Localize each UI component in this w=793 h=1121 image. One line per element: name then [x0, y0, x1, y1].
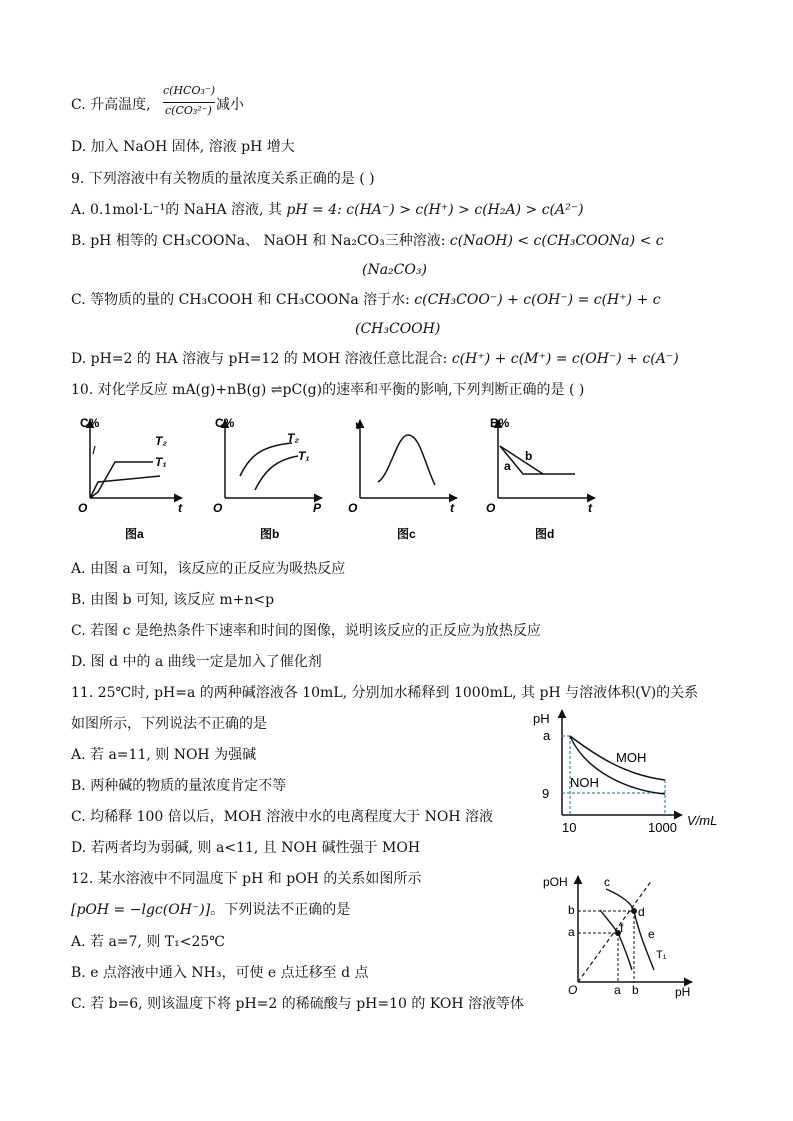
- q9-option-c-formula: c(CH₃COO⁻) + c(OH⁻) = c(H⁺) + c: [414, 292, 661, 308]
- q12-stem-line1: 12. 某水溶液中不同温度下 pH 和 pOH 的关系如图所示: [71, 871, 422, 887]
- q9-option-a: [71, 200, 584, 220]
- q10-stem: 10. 对化学反应 mA(g)+nB(g) ⇌pC(g)的速率和平衡的影响,下列判断正确的是 ( ): [71, 382, 585, 398]
- xlabel: P: [313, 501, 322, 515]
- label-t2: T₂: [155, 434, 167, 448]
- q10-graph-c: [345, 410, 465, 545]
- q10-option-a: A. 由图 a 可知，该反应的正反应为吸热反应: [71, 561, 346, 577]
- xtick-a: a: [614, 983, 621, 997]
- curve-t1: [600, 910, 632, 970]
- label-f: f: [620, 921, 624, 935]
- q9-option-c: [71, 290, 661, 310]
- xlabel: t: [588, 501, 592, 515]
- q8-option-c-suffix: 减小: [216, 97, 244, 113]
- q12-stem-line2: [71, 900, 350, 920]
- q10-graph-b: [210, 410, 330, 545]
- ytick-a: a: [568, 925, 575, 939]
- q9-option-b: [71, 231, 664, 251]
- q11-option-c: C. 均稀释 100 倍以后，MOH 溶液中水的电离程度大于 NOH 溶液: [71, 809, 494, 825]
- q8-fraction-denominator: c(CO₃²⁻): [165, 104, 212, 117]
- rate-curve: [378, 435, 435, 485]
- point-d: [631, 908, 637, 914]
- label-t2: T₂: [287, 431, 299, 445]
- origin: O: [78, 501, 88, 515]
- ylabel: pH: [533, 711, 550, 726]
- q9-option-b-text: B. pH 相等的 CH₃COONa、 NaOH 和 Na₂CO₃三种溶液:: [71, 233, 446, 249]
- q10-graph-d: [483, 410, 603, 545]
- ytick-b: b: [568, 903, 575, 917]
- diagonal: [578, 880, 652, 982]
- label-t1: T₁: [155, 455, 167, 469]
- q9-option-b-formula-cont: (Na₂CO₃): [362, 262, 427, 278]
- q9-option-d-formula: c(H⁺) + c(M⁺) = c(OH⁻) + c(A⁻): [451, 351, 679, 367]
- q12-option-c: C. 若 b=6, 则该温度下将 pH=2 的稀硫酸与 pH=10 的 KOH 溶液等体: [71, 996, 525, 1012]
- ylabel: pOH: [543, 875, 568, 889]
- label-t1: T₁: [656, 949, 667, 961]
- label-t1: T₁: [298, 449, 310, 463]
- label-moh: MOH: [616, 750, 647, 765]
- q10-option-d: D. 图 d 中的 a 曲线一定是加入了催化剂: [71, 654, 322, 670]
- q12-option-b: B. e 点溶液中通入 NH₃，可使 e 点迁移至 d 点: [71, 965, 369, 981]
- q10-graph-a: [75, 410, 195, 545]
- q8-option-c-prefix: C. 升高温度,: [71, 97, 151, 113]
- xlabel: pH: [675, 985, 691, 999]
- xlabel: V/mL: [687, 813, 718, 828]
- origin: O: [348, 501, 358, 515]
- ylabel: v: [355, 418, 362, 432]
- q9-option-a-text: A. 0.1mol·L⁻¹的 NaHA 溶液, 其: [71, 202, 282, 218]
- curve-t1: [255, 456, 298, 490]
- label-d: d: [638, 905, 645, 919]
- ylabel: C%: [80, 416, 100, 430]
- xtick-10: 10: [562, 820, 577, 835]
- q12-option-a: A. 若 a=7, 则 T₁<25℃: [71, 934, 225, 950]
- q12-graph: [540, 870, 700, 1000]
- q9-option-d-text: D. pH=2 的 HA 溶液与 pH=12 的 MOH 溶液任意比混合:: [71, 351, 448, 367]
- q8-option-d: D. 加入 NaOH 固体, 溶液 pH 增大: [71, 139, 295, 155]
- q11-option-d: D. 若两者均为弱碱, 则 a<11, 且 NOH 碱性强于 MOH: [71, 840, 421, 856]
- q11-option-b: B. 两种碱的物质的量浓度肯定不等: [71, 778, 287, 794]
- caption: 图c: [397, 527, 416, 541]
- q8-fraction-numerator: c(HCO₃⁻): [163, 84, 215, 97]
- caption: 图a: [125, 527, 144, 541]
- q12-stem-formula: [pOH = −lgc(OH⁻)]: [71, 902, 211, 918]
- xtick-1000: 1000: [648, 820, 677, 835]
- q11-stem-line2: 如图所示，下列说法不正确的是: [71, 716, 267, 732]
- q10-option-c: C. 若图 c 是绝热条件下速率和时间的图像，说明该反应的正反应为放热反应: [71, 623, 541, 639]
- q10-option-b: B. 由图 b 可知, 该反应 m+n<p: [71, 592, 275, 608]
- caption: 图d: [535, 527, 555, 541]
- q11-stem-line1: 11. 25℃时, pH=a 的两种碱溶液各 10mL, 分别加水稀释到 1000mL, 其 pH 与溶液体积(V)的关系: [71, 685, 699, 701]
- q9-option-c-text: C. 等物质的量的 CH₃COOH 和 CH₃COONa 溶于水:: [71, 292, 410, 308]
- origin: O: [213, 501, 223, 515]
- origin: O: [568, 983, 578, 997]
- q9-stem: 9. 下列溶液中有关物质的量浓度关系正确的是 ( ): [71, 171, 375, 187]
- label-b: b: [525, 449, 533, 463]
- ylabel: B%: [490, 416, 510, 430]
- q9-option-b-formula: c(NaOH) < c(CH₃COONa) < c: [449, 233, 664, 249]
- q9-option-d: [71, 349, 679, 369]
- q8-fraction-bar: [163, 102, 215, 103]
- xlabel: t: [178, 501, 182, 515]
- q9-option-c-formula-cont: (CH₃COOH): [355, 321, 441, 337]
- q11-graph: [530, 705, 730, 840]
- tick-mark: [93, 446, 95, 454]
- xlabel: t: [450, 501, 454, 515]
- label-c: c: [604, 875, 610, 889]
- origin: O: [486, 501, 496, 515]
- ytick-a: a: [543, 728, 551, 743]
- ylabel: C%: [215, 416, 235, 430]
- xtick-b: b: [632, 983, 639, 997]
- label-noh: NOH: [570, 775, 599, 790]
- caption: 图b: [260, 527, 280, 541]
- q11-option-a: A. 若 a=11, 则 NOH 为强碱: [71, 747, 257, 763]
- label-a: a: [504, 459, 511, 473]
- q12-stem-text: 。下列说法不正确的是: [210, 902, 351, 918]
- curve-upper: [606, 889, 634, 911]
- q9-option-a-formula: pH = 4: c(HA⁻) > c(H⁺) > c(H₂A) > c(A²⁻): [286, 202, 584, 218]
- label-e: e: [648, 927, 655, 941]
- ytick-9: 9: [542, 786, 550, 801]
